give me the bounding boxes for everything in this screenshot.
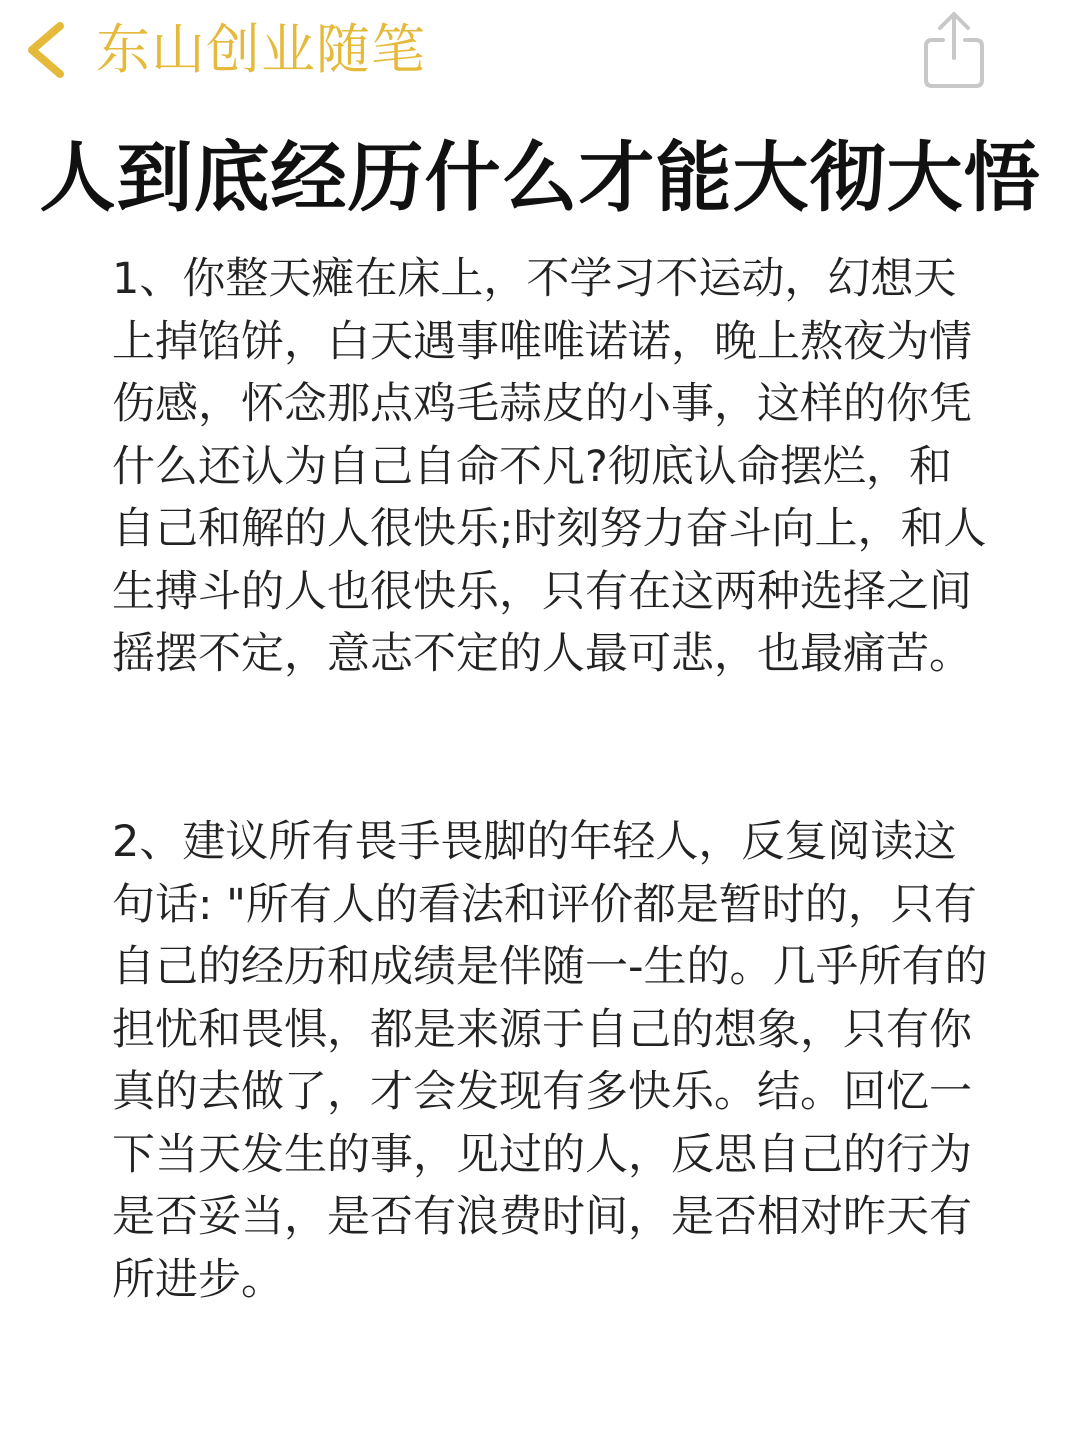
paragraph-1: 1、你整天瘫在床上，不学习不运动，幻想天上掉馅饼，白天遇事唯唯诺诺，晚上熬夜为情伤感，怀念那点鸡毛蒜皮的小事，这样的你凭什么还认为自己自命不凡?彻底认命摆烂，和自己和解的人很快乐;时刻努力奋斗向上，和人生搏斗的人也很快乐，只有在这两种选择之间摇摆不定，意志不定的人最可悲，也最痛苦。 [112,254,987,679]
paragraph-2: 2、建议所有畏手畏脚的年轻人，反复阅读这句话: "所有人的看法和评价都是暂时的，只有自己的经历和成绩是伴随一-生的。几乎所有的担忧和畏惧，都是来源于自己的想象，只有你真的去做了，才会发现有多快乐。结。回忆一下当天发生的事，见过的人，反思自己的行为是否妥当，是否有浪费时间，是否相对昨天有所进步。 [112,817,988,1305]
share-button[interactable] [918,8,990,90]
back-button[interactable] [22,14,426,86]
article-title: 人到底经历什么才能大彻大悟 [39,133,1041,222]
share-icon[interactable] [918,8,990,90]
chevron-left-icon[interactable] [22,20,68,80]
top-navigation-bar [0,0,1080,110]
back-button-label: 东山创业随笔 [96,18,426,81]
